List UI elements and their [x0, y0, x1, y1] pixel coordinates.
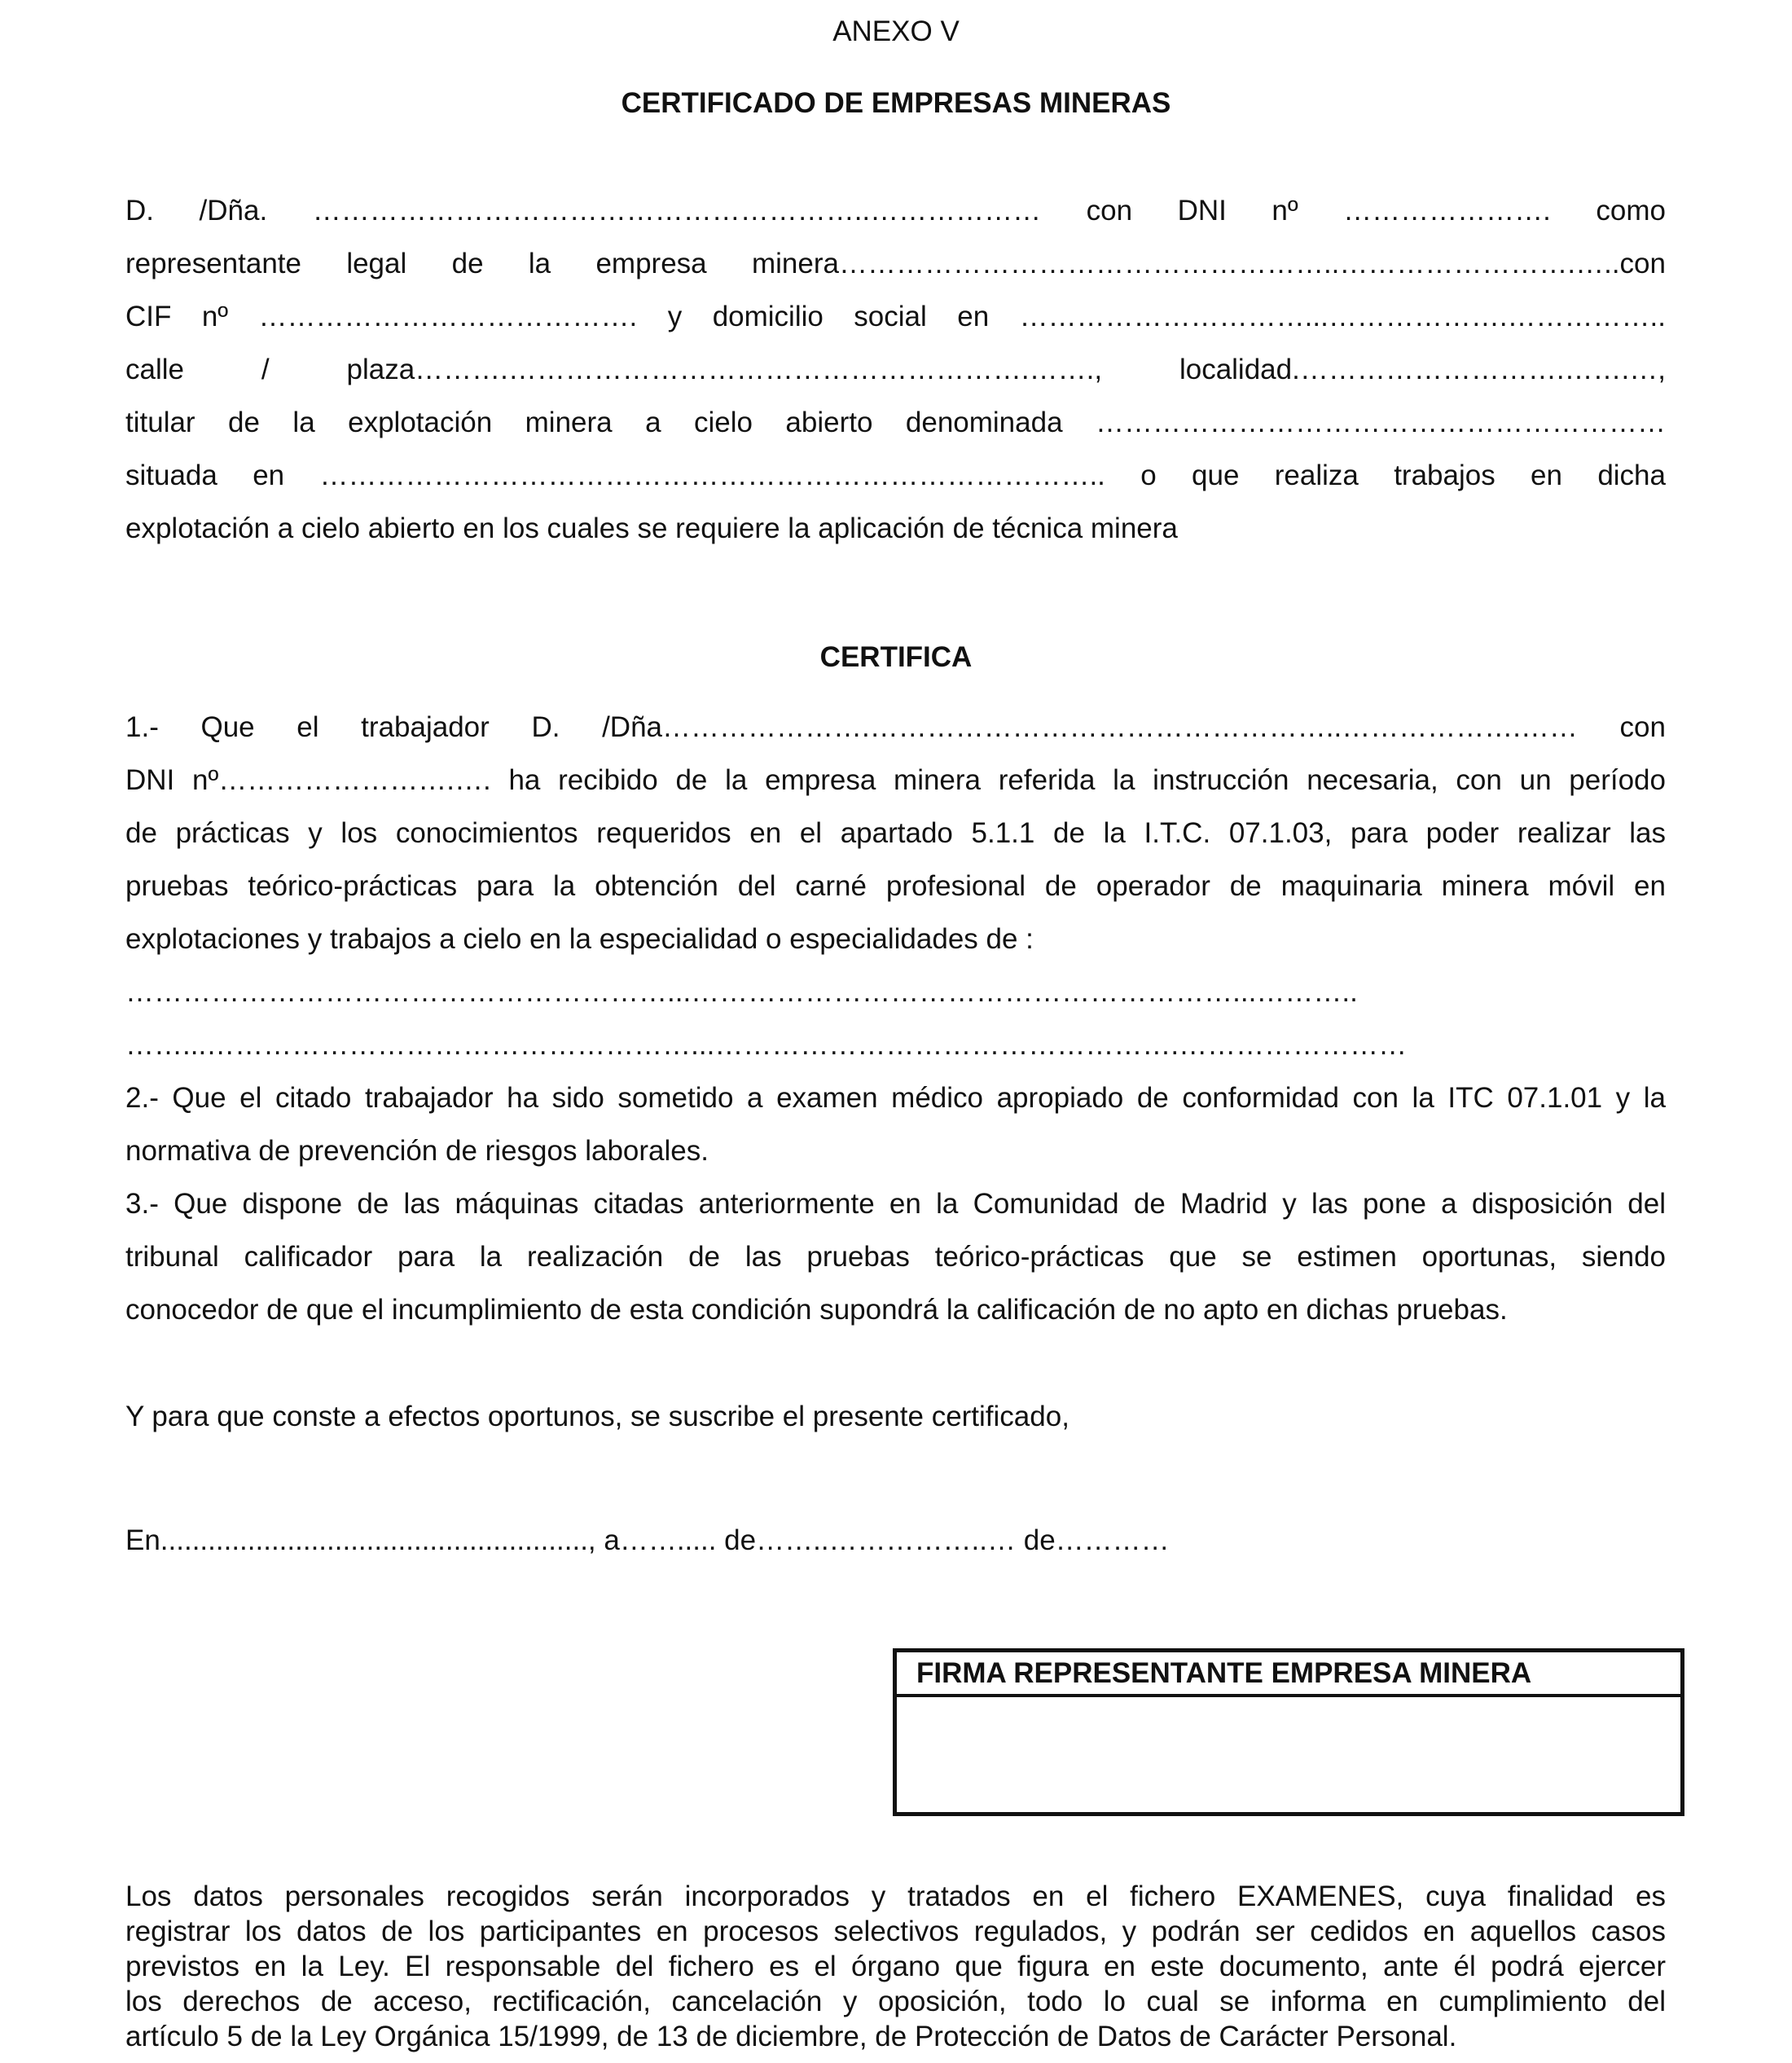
closing-statement: Y para que conste a efectos oportunos, se suscribe el presente certificado, [125, 1401, 1069, 1432]
intro-line: D. /Dña. …………………………………………………..……………… con DNI nº …………………. como [125, 195, 1666, 227]
privacy-line: los derechos de acceso, rectificación, cancelación y oposición, todo lo cual se informa en cumplimiento del [125, 1986, 1666, 2017]
item-line: pruebas teórico-prácticas para la obtención del carné profesional de operador de maquinaria minera móvil en [125, 870, 1666, 902]
item-line: DNI nº…………………….…. ha recibido de la empresa minera referida la instrucción necesaria, con un período [125, 764, 1666, 796]
dotted-line: …………………………………………………...…………………………………………………...……….. [125, 976, 1358, 1008]
intro-line: situada en ……………………………………………………………………….. o que realiza trabajos en dicha [125, 460, 1666, 491]
item-line: conocedor de que el incumplimiento de esta condición supondrá la calificación de no apto en dichas pruebas. [125, 1294, 1508, 1326]
signature-box [893, 1648, 1684, 1816]
item-line: tribunal calificador para la realización de las pruebas teórico-prácticas que se estimen oportunas, siendo [125, 1241, 1666, 1273]
signature-area [897, 1697, 1680, 1808]
item-line: explotaciones y trabajos a cielo en la especialidad o especialidades de : [125, 923, 1034, 955]
certifica-heading: CERTIFICA [819, 641, 973, 673]
intro-line: titular de la explotación minera a cielo abierto denominada …………………………………………………… [125, 407, 1666, 438]
intro-line: representante legal de la empresa minera……………………………………………..…………………….…..con [125, 248, 1666, 279]
dotted-line: ……...……………………………………………...………………………………………….…………………… [125, 1029, 1408, 1061]
date-place-line: En......................................................, a……..... de……..……………..… de………… [125, 1524, 1170, 1556]
privacy-line: artículo 5 de la Ley Orgánica 15/1999, de 13 de diciembre, de Protección de Datos de Carácter Personal. [125, 2021, 1457, 2052]
intro-line: CIF nº …………………………………. y domicilio social en …………………………...……………….…………….. [125, 301, 1666, 332]
privacy-line: registrar los datos de los participantes en procesos selectivos regulados, y podrán ser cedidos en aquellos casos [125, 1916, 1666, 1947]
signature-box-label: FIRMA REPRESENTANTE EMPRESA MINERA [897, 1652, 1680, 1697]
item-line: normativa de prevención de riesgos laborales. [125, 1135, 709, 1167]
item-line: 2.- Que el citado trabajador ha sido sometido a examen médico apropiado de conformidad con la ITC 07.1.01 y la [125, 1082, 1666, 1114]
item-line: 3.- Que dispone de las máquinas citadas anteriormente en la Comunidad de Madrid y las pone a disposición del [125, 1188, 1666, 1220]
privacy-line: Los datos personales recogidos serán incorporados y tratados en el fichero EXAMENES, cuya finalidad es [125, 1880, 1666, 1912]
annex-label: ANEXO V [832, 15, 960, 47]
privacy-notice [125, 1879, 1666, 2054]
item-line: 1.- Que el trabajador D. /Dña………………….…………………………………………..……………….…… con [125, 711, 1666, 743]
intro-line: calle / plaza……….……………………………………………….……., localidad.……………………….…….…, [125, 354, 1666, 385]
intro-line: explotación a cielo abierto en los cuales se requiere la aplicación de técnica minera [125, 512, 1178, 544]
privacy-line: previstos en la Ley. El responsable del fichero es el órgano que figura en este documento, ante él podrá ejercer [125, 1951, 1666, 1982]
item-line: de prácticas y los conocimientos requeridos en el apartado 5.1.1 de la I.T.C. 07.1.03, para poder realizar las [125, 817, 1666, 849]
document-title: CERTIFICADO DE EMPRESAS MINERAS [621, 87, 1171, 119]
